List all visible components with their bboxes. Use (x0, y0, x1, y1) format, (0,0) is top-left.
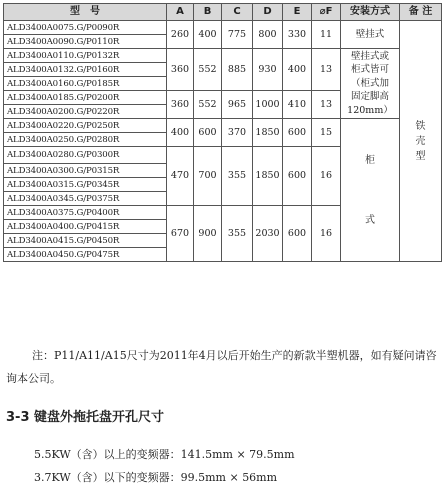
dim-d-cell: 1850 (253, 119, 283, 147)
model-cell: ALD3400A0090.G/P0110R (4, 35, 167, 49)
dim-e-cell: 330 (283, 21, 312, 49)
dim-b-cell: 600 (194, 119, 222, 147)
dim-a-cell: 470 (167, 147, 194, 206)
dim-b-cell: 700 (194, 147, 222, 206)
header-f: ⌀F (312, 4, 341, 21)
table-row (4, 49, 442, 63)
dim-c-cell: 775 (222, 21, 253, 49)
table-note: 注：P11/A11/A15尺寸为2011年4月以后开始生产的新款半塑机器，如有疑问请咨询本公司。 (6, 349, 437, 385)
model-cell: ALD3400A0132.G/P0160R (4, 63, 167, 77)
dim-f-cell: 13 (312, 91, 341, 119)
dim-f-cell: 13 (312, 49, 341, 91)
dim-e-cell: 600 (283, 119, 312, 147)
header-e: E (283, 4, 312, 21)
model-cell: ALD3400A0400.G/P0415R (4, 220, 167, 234)
dim-a-cell: 670 (167, 206, 194, 262)
header-a: A (167, 4, 194, 21)
header-d: D (253, 4, 283, 21)
model-cell: ALD3400A0250.G/P0280R (4, 133, 167, 147)
dim-f-cell: 16 (312, 206, 341, 262)
mount-cabinet-cell: 柜 式 (341, 119, 400, 262)
dim-e-cell: 600 (283, 206, 312, 262)
model-cell: ALD3400A0450.G/P0475R (4, 248, 167, 262)
header-c: C (222, 4, 253, 21)
dim-c-cell: 355 (222, 206, 253, 262)
dim-d-cell: 2030 (253, 206, 283, 262)
section-heading: 3-3 键盘外拖托盘开孔尺寸 (6, 410, 165, 425)
dim-a-cell: 360 (167, 49, 194, 91)
header-b: B (194, 4, 222, 21)
model-cell: ALD3400A0075.G/P0090R (4, 21, 167, 35)
model-cell: ALD3400A0415.G/P0450R (4, 234, 167, 248)
dim-c-cell: 885 (222, 49, 253, 91)
dim-a-cell: 360 (167, 91, 194, 119)
dim-b-cell: 552 (194, 49, 222, 91)
model-cell: ALD3400A0220.G/P0250R (4, 119, 167, 133)
model-cell: ALD3400A0160.G/P0185R (4, 77, 167, 91)
cutout-size-line: 3.7KW（含）以下的变频器：99.5mm × 56mm (34, 471, 278, 484)
dim-e-cell: 410 (283, 91, 312, 119)
model-cell: ALD3400A0200.G/P0220R (4, 105, 167, 119)
model-cell: ALD3400A0300.G/P0315R (4, 164, 167, 178)
mount-wall-cell: 壁挂式 (341, 21, 400, 49)
header-mount: 安装方式 (341, 4, 400, 21)
model-cell: ALD3400A0345.G/P0375R (4, 192, 167, 206)
dim-d-cell: 1000 (253, 91, 283, 119)
dim-d-cell: 800 (253, 21, 283, 49)
dim-c-cell: 965 (222, 91, 253, 119)
model-cell: ALD3400A0185.G/P0200R (4, 91, 167, 105)
table-row (4, 21, 442, 35)
dim-f-cell: 15 (312, 119, 341, 147)
cutout-size-line: 5.5KW（含）以上的变频器：141.5mm × 79.5mm (34, 448, 295, 461)
table-row (4, 119, 442, 133)
dim-d-cell: 1850 (253, 147, 283, 206)
dimension-table (3, 3, 442, 262)
dim-c-cell: 355 (222, 147, 253, 206)
dim-b-cell: 900 (194, 206, 222, 262)
dim-f-cell: 11 (312, 21, 341, 49)
model-cell: ALD3400A0280.G/P0300R (4, 147, 167, 164)
dim-c-cell: 370 (222, 119, 253, 147)
header-remark: 备 注 (400, 4, 442, 21)
remark-cell: 铁 壳 型 (400, 119, 442, 164)
dim-b-cell: 400 (194, 21, 222, 49)
remark-blank-bottom (400, 164, 442, 262)
mount-wall-or-cabinet-cell: 壁挂式或 柜式皆可 （柜式加 固定脚高 120mm） (341, 49, 400, 119)
remark-blank-top (400, 21, 442, 119)
dim-d-cell: 930 (253, 49, 283, 91)
header-model: 型 号 (4, 4, 167, 21)
dim-a-cell: 400 (167, 119, 194, 147)
dim-e-cell: 600 (283, 147, 312, 206)
table-header-row (4, 4, 442, 21)
dim-e-cell: 400 (283, 49, 312, 91)
dim-f-cell: 16 (312, 147, 341, 206)
dim-b-cell: 552 (194, 91, 222, 119)
model-cell: ALD3400A0110.G/P0132R (4, 49, 167, 63)
model-cell: ALD3400A0315.G/P0345R (4, 178, 167, 192)
dim-a-cell: 260 (167, 21, 194, 49)
model-cell: ALD3400A0375.G/P0400R (4, 206, 167, 220)
